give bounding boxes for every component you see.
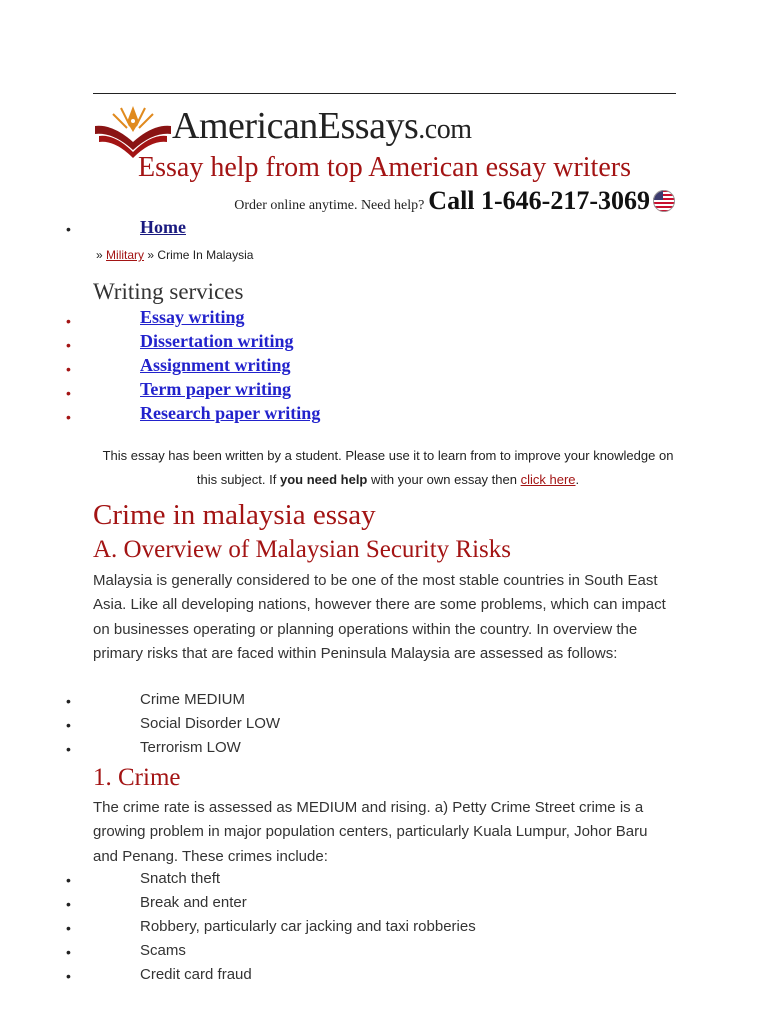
crime-item: Break and enter bbox=[140, 894, 247, 911]
logo-main-text: AmericanEssays bbox=[172, 105, 419, 147]
research-paper-writing-link[interactable]: Research paper writing bbox=[140, 403, 321, 423]
bullet-dot: • bbox=[66, 385, 71, 401]
bullet-dot: • bbox=[66, 313, 71, 329]
intro-paragraph: Malaysia is generally considered to be one of the most stable countries in South East Asia. Like all developing nations, however there are some problems, which can impact on businesses operating or planning operations within the country. In overview the primary risks that are faced within Peninsula Malaysia are assessed as follows: bbox=[93, 572, 666, 663]
writing-services-heading: Writing services bbox=[93, 279, 244, 304]
notice-bold-text: you need help bbox=[279, 472, 368, 487]
bullet-dot: • bbox=[66, 741, 71, 757]
breadcrumb-separator: » bbox=[147, 248, 155, 262]
order-text: Order online anytime. Need help? bbox=[234, 198, 425, 213]
bullet-dot: • bbox=[66, 361, 71, 377]
breadcrumb-military-link[interactable]: Military bbox=[106, 248, 145, 262]
bullet-dot: • bbox=[66, 693, 71, 709]
bullet-dot: • bbox=[66, 896, 71, 912]
breadcrumb-separator: » bbox=[96, 248, 103, 262]
crime-item: Snatch theft bbox=[140, 870, 221, 887]
risk-item: Crime MEDIUM bbox=[140, 691, 245, 708]
student-notice bbox=[93, 444, 683, 492]
bullet-dot: • bbox=[66, 409, 71, 425]
notice-text: This essay has been written by a student. Please use it to learn from to improve your knowledge on this subject. If bbox=[102, 448, 674, 487]
risk-item: Terrorism LOW bbox=[140, 739, 241, 756]
risk-item: Social Disorder LOW bbox=[140, 715, 281, 732]
crime-item: Credit card fraud bbox=[140, 966, 252, 983]
bullet-dot: • bbox=[66, 920, 71, 936]
logo-suffix: .com bbox=[418, 114, 472, 145]
section-a-heading: A. Overview of Malaysian Security Risks bbox=[93, 536, 511, 563]
essay-writing-link[interactable]: Essay writing bbox=[140, 307, 245, 327]
breadcrumb bbox=[96, 248, 253, 262]
notice-text-2: with your own essay then bbox=[371, 472, 517, 487]
logo-wordmark[interactable] bbox=[172, 104, 471, 148]
breadcrumb-current: Crime In Malaysia bbox=[157, 248, 254, 262]
bullet-dot: • bbox=[66, 337, 71, 353]
bullet-dot: • bbox=[66, 872, 71, 888]
bullet-dot: • bbox=[66, 944, 71, 960]
term-paper-writing-link[interactable]: Term paper writing bbox=[140, 379, 291, 399]
crime-item: Scams bbox=[140, 942, 186, 959]
article-title: Crime in malaysia essay bbox=[93, 499, 376, 531]
header-rule bbox=[93, 93, 676, 94]
home-link[interactable]: Home bbox=[140, 217, 186, 237]
assignment-writing-link[interactable]: Assignment writing bbox=[140, 355, 291, 375]
section-1-heading: 1. Crime bbox=[93, 764, 181, 791]
logo-book-pen-icon bbox=[93, 104, 171, 158]
us-flag-icon bbox=[652, 190, 676, 217]
bullet-dot: • bbox=[66, 717, 71, 733]
call-phone-text: Call 1-646-217-3069 bbox=[428, 186, 650, 215]
notice-end: . bbox=[575, 472, 580, 487]
bullet-dot: • bbox=[66, 221, 71, 237]
crime-paragraph: The crime rate is assessed as MEDIUM and rising. a) Petty Crime Street crime is a growing problem in major population centers, particularly Kuala Lumpur, Johor Baru and Penang. These crimes include: bbox=[93, 799, 648, 865]
tagline: Essay help from top American essay writers bbox=[138, 152, 631, 183]
dissertation-writing-link[interactable]: Dissertation writing bbox=[140, 331, 294, 351]
bullet-dot: • bbox=[66, 968, 71, 984]
order-line bbox=[93, 186, 676, 217]
click-here-link[interactable]: click here bbox=[520, 472, 576, 487]
crime-item: Robbery, particularly car jacking and taxi robberies bbox=[140, 918, 476, 935]
